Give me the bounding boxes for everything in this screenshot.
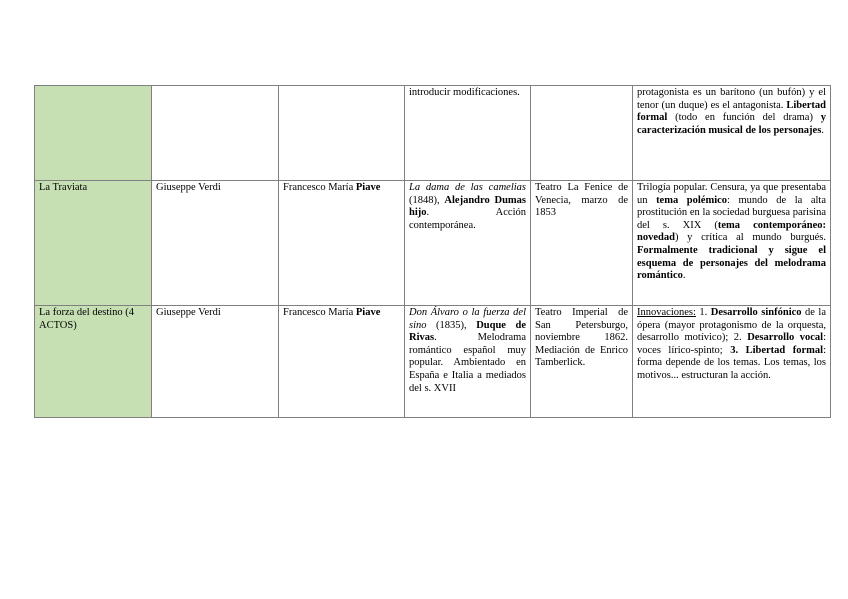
text-run: Desarrollo vocal (747, 332, 824, 344)
composer-cell (152, 86, 279, 181)
composer-cell: Giuseppe Verdi (152, 306, 279, 418)
text-run: . Acción contemporánea. (409, 207, 526, 231)
text-run: Libertad formal (637, 99, 826, 124)
text-run: 3. Libertad formal (730, 344, 824, 356)
premiere-cell: Teatro La Fenice de Venecia, marzo de 1853 (531, 181, 633, 306)
text-run: Formalmente tradicional y sigue el esquema de personajes del melodrama romántico (637, 244, 826, 282)
table-row (35, 306, 831, 418)
text-run: de la ópera (mayor protagonismo de la orquesta, desarrollo motívico); 2. (637, 307, 826, 344)
librettist-cell (279, 86, 405, 181)
text-run: (1848), (409, 194, 445, 206)
source-cell: introducir modificaciones. (405, 86, 531, 181)
text-run: Don Álvaro o la fuerza del sino (409, 307, 526, 331)
text-run: La dama de las camelias (409, 182, 526, 193)
notes-cell (633, 181, 831, 306)
librettist-cell: Francesco María Piave (279, 181, 405, 306)
opera-title-cell (35, 86, 152, 181)
text-run: protagonista es un barítono (un bufón) y el tenor (un duque) es el antagonista. (637, 87, 826, 111)
table-row (35, 86, 831, 181)
notes-cell (633, 86, 831, 181)
notes-cell (633, 306, 831, 418)
text-run: : mundo de la alta prostitución en la sociedad burguesa parisina del s. XIX ( (637, 194, 826, 231)
text-run: . Melodrama romántico español muy popular. Ambientado en España e Italia a mediados del s. XVII (409, 332, 526, 394)
text-run: (1835), (426, 319, 477, 331)
text-run: Alejandro Dumas hijo (409, 194, 526, 219)
source-cell (405, 306, 531, 418)
premiere-cell (531, 86, 633, 181)
text-run: Innovaciones: (637, 307, 696, 318)
table-row (35, 181, 831, 306)
text-run: . (821, 124, 824, 136)
premiere-cell: Teatro Imperial de San Petersburgo, noviembre 1862. Mediación de Enrico Tamberlick. (531, 306, 633, 418)
source-cell (405, 181, 531, 306)
text-run: ) y crítica al mundo burgués. (674, 232, 826, 244)
text-run: (todo en función del drama) (667, 112, 821, 124)
opera-title-cell: La Traviata (35, 181, 152, 306)
text-run: Duque de Rivas (409, 319, 526, 344)
composer-cell: Giuseppe Verdi (152, 181, 279, 306)
text-run: tema contemporáneo: novedad (637, 219, 826, 244)
opera-title-cell: La forza del destino (4 ACTOS) (35, 306, 152, 418)
text-run: y caracterización musical de los personajes (637, 112, 826, 136)
text-run: Desarrollo sinfónico (710, 307, 802, 318)
opera-table (34, 85, 831, 418)
text-run: Trilogía popular. Censura, ya que presentaba un (637, 182, 826, 206)
text-run: : forma depende de los temas. Los temas, los motivos... estructuran la acción. (637, 344, 826, 381)
text-run: 1. (695, 307, 711, 318)
text-run: . (682, 270, 686, 282)
librettist-cell: Francesco María Piave (279, 306, 405, 418)
text-run: : voces lírico-spinto; (637, 332, 827, 356)
text-run: tema polémico (656, 194, 728, 206)
